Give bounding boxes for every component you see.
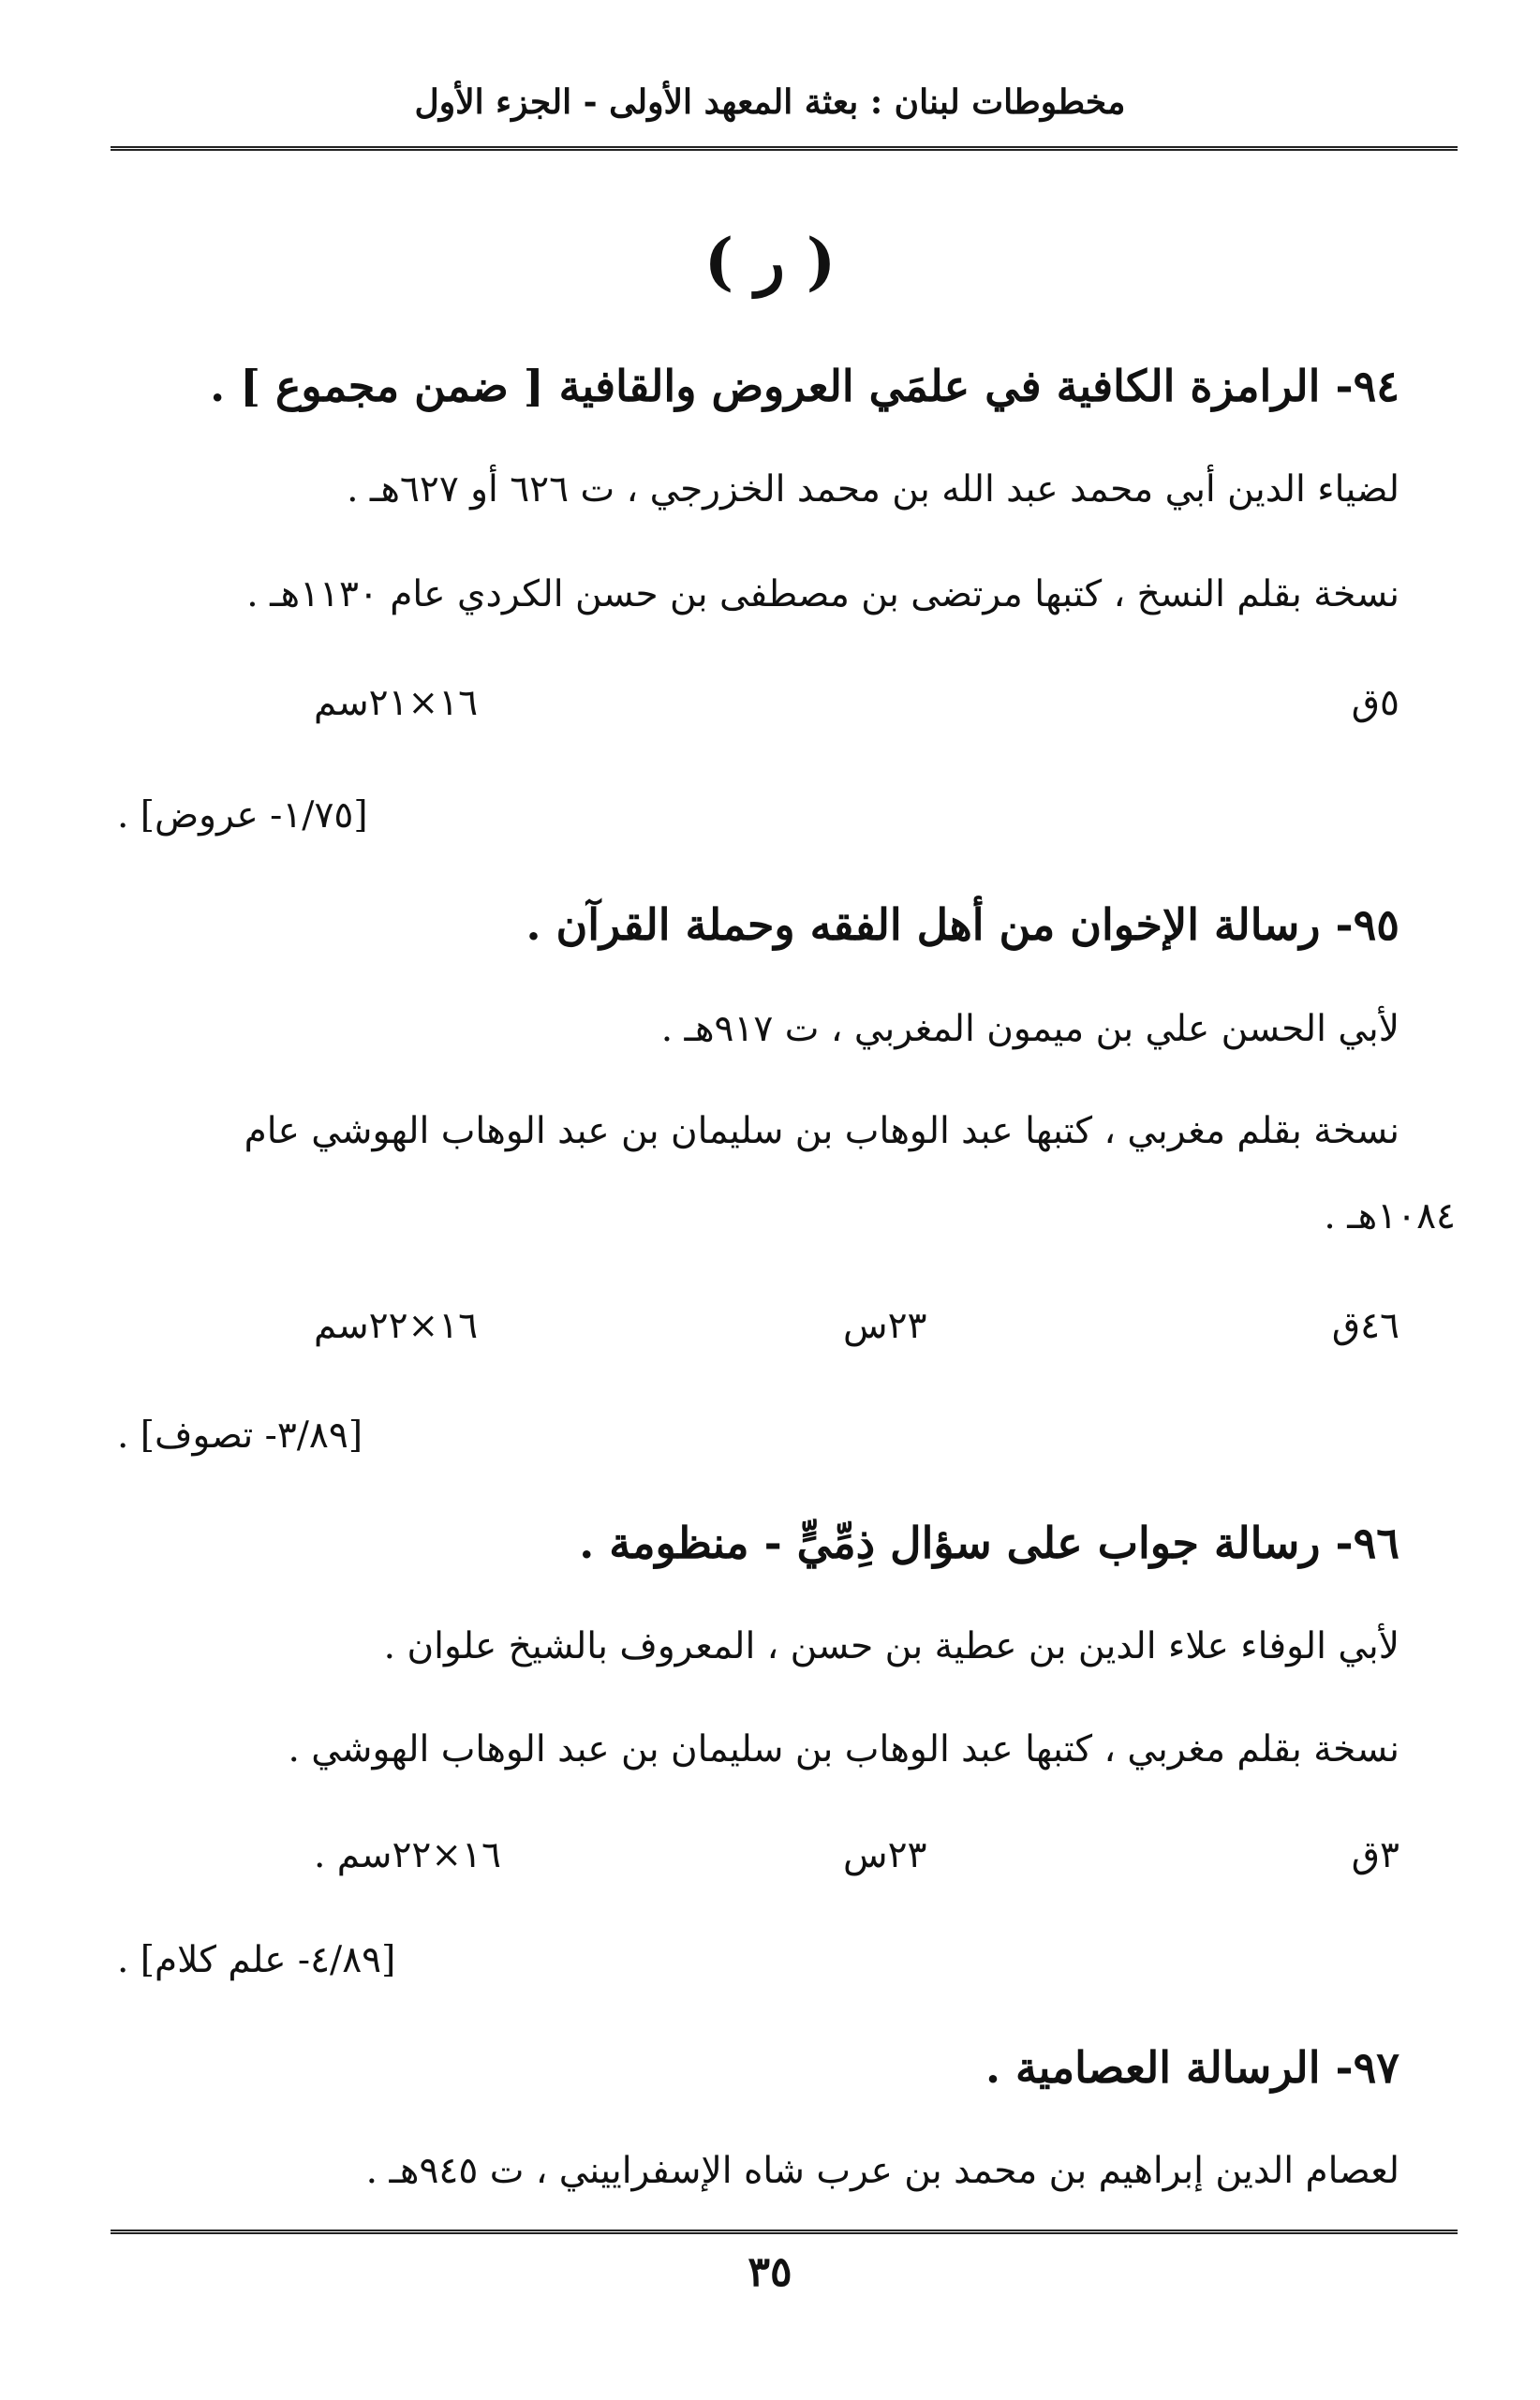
entry-96-size: ١٦×٢٢سم . xyxy=(314,1834,501,1876)
entry-94-author: لضياء الدين أبي محمد عبد الله بن محمد الخزرجي ، ت ٦٢٦ أو ٦٢٧هـ . xyxy=(347,468,1399,511)
entry-96-author: لأبي الوفاء علاء الدين بن عطية بن حسن ، المعروف بالشيخ علوان . xyxy=(383,1625,1399,1667)
entry-96-copy: نسخة بقلم مغربي ، كتبها عبد الوهاب بن سليمان بن عبد الوهاب الهوشي . xyxy=(288,1728,1399,1770)
entry-94-folios: ٥ق xyxy=(1351,682,1399,724)
entry-97-author: لعصام الدين إبراهيم بن محمد بن عرب شاه الإسفراييني ، ت ٩٤٥هـ . xyxy=(365,2150,1399,2192)
entry-95-ref: [٣/٨٩- تصوف] . xyxy=(117,1415,363,1457)
entry-94-ref: [١/٧٥- عروض] . xyxy=(117,794,368,837)
entry-96-title: ٩٦- رسالة جواب على سؤال ذِمِّيٍّ - منظومة . xyxy=(579,1518,1399,1568)
entry-96-folios: ٣ق xyxy=(1351,1834,1399,1876)
footer-rule xyxy=(111,2230,1458,2234)
entry-96-lines: ٢٣س xyxy=(843,1834,927,1876)
entry-97-title: ٩٧- الرسالة العصامية . xyxy=(985,2042,1399,2093)
page-number: ٣٥ xyxy=(748,2248,792,2296)
entry-94-copy: نسخة بقلم النسخ ، كتبها مرتضى بن مصطفى بن حسن الكردي عام ١١٣٠هـ . xyxy=(246,573,1399,615)
entry-95-physical xyxy=(122,1305,1399,1361)
entry-94-physical xyxy=(122,682,1399,738)
entry-95-lines: ٢٣س xyxy=(843,1305,927,1347)
header-rule xyxy=(111,146,1458,151)
entry-95-author: لأبي الحسن علي بن ميمون المغربي ، ت ٩١٧هـ . xyxy=(660,1008,1399,1050)
entry-96-physical xyxy=(122,1834,1399,1890)
entry-95-copy: نسخة بقلم مغربي ، كتبها عبد الوهاب بن سليمان بن عبد الوهاب الهوشي عام xyxy=(244,1110,1399,1152)
running-header: مخطوطات لبنان : بعثة المعهد الأولى - الجزء الأول xyxy=(414,82,1126,122)
section-letter: ( ر ) xyxy=(703,225,837,298)
entry-95-title: ٩٥- رسالة الإخوان من أهل الفقه وحملة القرآن . xyxy=(526,899,1399,950)
entry-94-size: ١٦×٢١سم xyxy=(314,682,479,724)
entry-96-ref: [٤/٨٩- علم كلام] . xyxy=(117,1939,396,1981)
entry-95-copy-cont: ١٠٨٤هـ . xyxy=(1324,1195,1456,1237)
entry-95-folios: ٤٦ق xyxy=(1331,1305,1399,1347)
entry-94-title: ٩٤- الرامزة الكافية في علمَي العروض والقافية [ ضمن مجموع ] . xyxy=(210,361,1399,411)
entry-95-size: ١٦×٢٢سم xyxy=(314,1305,479,1347)
